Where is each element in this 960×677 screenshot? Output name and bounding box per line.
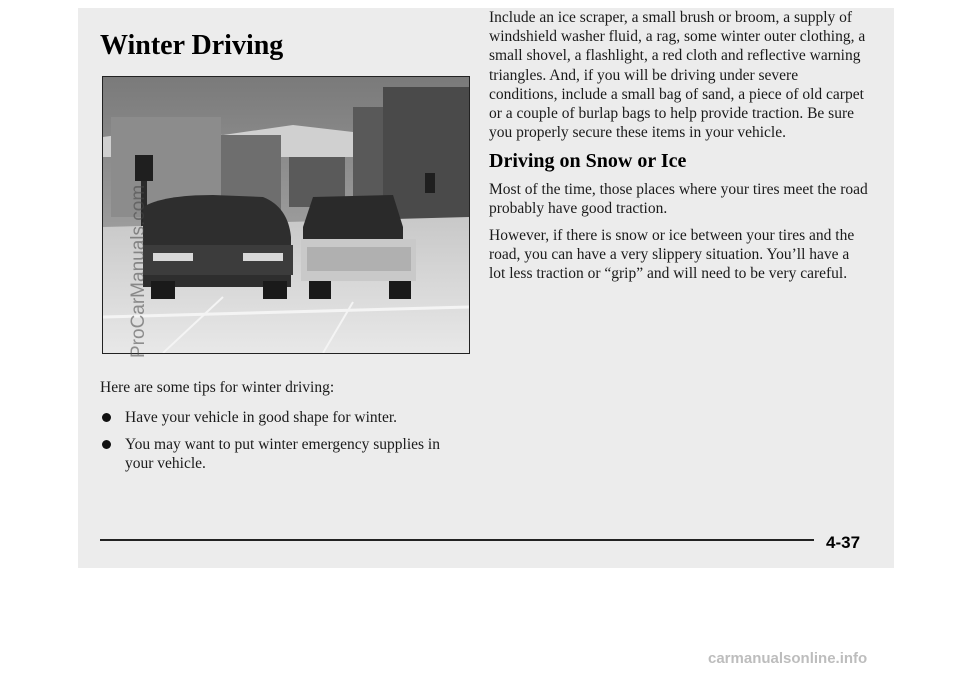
- list-item: [100, 408, 470, 427]
- list-item-text: You may want to put winter emergency supplies in your vehicle.: [125, 436, 440, 472]
- winter-street-photo: [102, 76, 470, 354]
- page-number: 4-37: [826, 533, 861, 552]
- list-item: [100, 435, 470, 473]
- tips-intro: Here are some tips for winter driving:: [100, 379, 335, 396]
- right-column: [489, 8, 869, 284]
- footer-rule: [100, 539, 814, 541]
- tips-list: [100, 400, 470, 473]
- emergency-supplies-paragraph: Include an ice scraper, a small brush or broom, a supply of windshield washer fluid, a rag, some winter outer clothing, a small shovel, a flashlight, a red cloth and reflective warning triangles. And, if you will be driving under severe conditions, include a small bag of sand, a piece of old carpet or a couple of burlap bags to help provide traction. Be sure you properly secure these items in your vehicle.: [489, 9, 866, 142]
- page-title: Winter Driving: [100, 30, 284, 61]
- watermark: ProCarManuals.com: [128, 184, 149, 358]
- list-item-text: Have your vehicle in good shape for winter.: [125, 409, 398, 426]
- bullet-icon: [102, 440, 111, 449]
- site-logo: carmanualsonline.info: [708, 650, 868, 667]
- slippery-paragraph: However, if there is snow or ice between your tires and the road, you can have a very slippery situation. You’ll have a lot less traction or “grip” and will need to be very careful.: [489, 227, 855, 283]
- bullet-icon: [102, 413, 111, 422]
- traction-paragraph: Most of the time, those places where your tires meet the road probably have good traction.: [489, 180, 868, 217]
- section-heading: Driving on Snow or Ice: [489, 150, 687, 173]
